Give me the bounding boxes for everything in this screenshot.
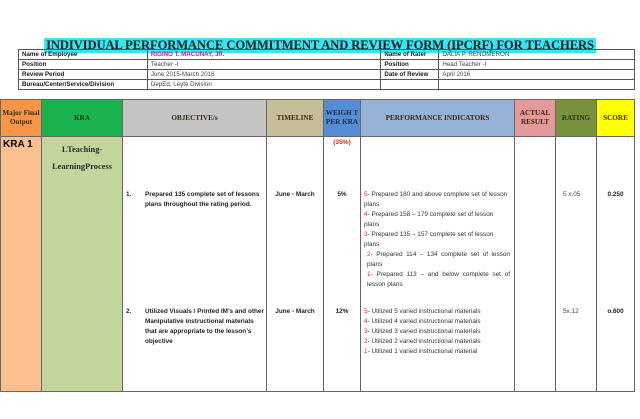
weight-2: 12% (335, 308, 349, 315)
rating-1: 5 x.05 (563, 191, 581, 198)
score-1: 0.250 (607, 191, 624, 198)
info-row (19, 60, 635, 70)
timeline-cell (267, 137, 324, 392)
indicator-line: 1- Prepared 113 – and below complete set of lesson plans (367, 271, 511, 288)
header-score: SCORE (597, 100, 635, 137)
objective-2-number: 2. (126, 308, 132, 315)
info-row (19, 70, 635, 80)
empty-cell (439, 80, 635, 90)
rater-name: DALIA P. RENOMERON (439, 50, 635, 60)
form-title: INDIVIDUAL PERFORMANCE COMMITMENT AND REVIEW FORM (IPCRF) FOR TEACHERS (46, 38, 594, 52)
performance-indicators-cell (361, 137, 515, 392)
review-period-value: June 2015-March 2016 (147, 70, 381, 80)
indicator-line: 2- Prepared 114 – 134 complete set of lesson plans (367, 251, 510, 268)
score-cell (597, 137, 635, 392)
header-weight: WEIGH T PER KRA (324, 100, 361, 137)
ipcrf-main-table (0, 99, 635, 392)
objective-2-text: Utilized Visuals / Printed IM’s and other Manipulative instructional materials that are appropriate to the lesson’s objective (145, 308, 264, 345)
date-review-label: Date of Review (381, 70, 439, 80)
indicator-line: 4- Prepared 158 – 179 complete set of lesson plans (364, 211, 494, 228)
kra-cell (42, 137, 123, 392)
kra-weight-total: (35%) (333, 139, 351, 146)
empty-cell (381, 80, 439, 90)
mfo-cell (1, 137, 42, 392)
position-value: Teacher -I (147, 60, 381, 70)
rating-2: 5x.12 (563, 308, 579, 315)
date-review-value: April 2016 (439, 70, 635, 80)
kra-name-line2: LearningProcess (52, 162, 112, 171)
header-performance-indicators: PERFORMANCE INDICATORS (361, 100, 515, 137)
rater-position-value: Head Teacher -I (439, 60, 635, 70)
employee-label: Name of Employee (19, 50, 148, 60)
indicator-line: 5- Prepared 180 and above complete set of lesson plans (364, 191, 508, 208)
header-row (1, 100, 635, 137)
indicator-line: 3- Utilized 3 varied instructional materials (364, 328, 481, 335)
header-mfo: Major Final Output (1, 100, 42, 137)
kra-row (1, 137, 635, 392)
weight-cell (324, 137, 361, 392)
indicator-line: 5- Utilized 5 varied instructional materials (364, 308, 481, 315)
rater-label: Name of Rater (381, 50, 439, 60)
indicators-2 (364, 307, 510, 357)
indicators-1 (364, 190, 510, 290)
timeline-2: June - March (275, 308, 315, 315)
review-period-label: Review Period (19, 70, 148, 80)
info-row (19, 50, 635, 60)
weight-1: 5% (337, 191, 347, 198)
employee-info-table (18, 49, 635, 90)
header-kra: KRA (42, 100, 123, 137)
indicator-line: 4- Utilized 4 varied instructional materials (364, 318, 481, 325)
kra-name-line1: I.Teaching- (61, 145, 103, 154)
objectives-cell (123, 137, 267, 392)
objective-1-text: Prepared 135 complete set of lessons plans throughout the rating period. (145, 191, 260, 208)
header-rating: RATING (556, 100, 597, 137)
info-row (19, 80, 635, 90)
rating-cell (556, 137, 597, 392)
rater-position-label: Position (381, 60, 439, 70)
timeline-1: June - March (275, 191, 315, 198)
actual-result-cell (515, 137, 556, 392)
bureau-value: DepEd, Leyte Division (147, 80, 381, 90)
mfo-label: KRA 1 (3, 139, 33, 150)
header-objectives: OBJECTIVE/s (123, 100, 267, 137)
header-timeline: TIMELINE (267, 100, 324, 137)
bureau-label: Bureau/Center/Service/Division (19, 80, 148, 90)
employee-name: RIGINO T. MACUNAY, JR. (147, 50, 381, 60)
objective-1-number: 1. (126, 191, 132, 198)
indicator-line: 1- Utilized 1 varied instructional material (364, 348, 478, 355)
position-label: Position (19, 60, 148, 70)
score-2: o.600 (607, 308, 624, 315)
indicator-line: 3- Prepared 135 – 157 complete set of lesson plans (364, 231, 494, 248)
indicator-line: 2- Utilized 2 varied instructional materials (364, 338, 481, 345)
header-actual-result: ACTUAL RESULT (515, 100, 556, 137)
